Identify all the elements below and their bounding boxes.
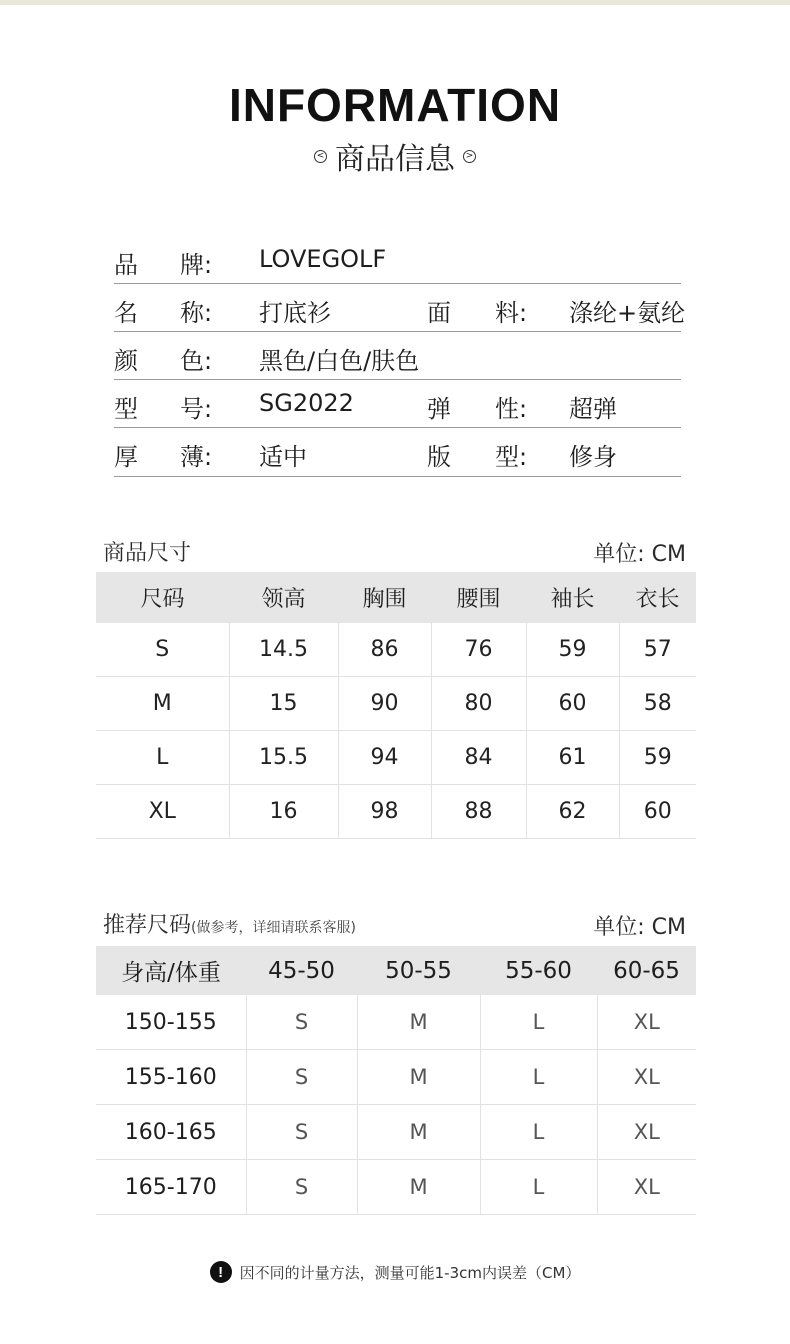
column-header: 衣长 [619,572,696,623]
info-value: 超弹 [569,395,617,423]
table-row [96,677,696,731]
table-cell: L [480,995,597,1050]
table-cell: M [96,677,229,731]
info-value: SG2022 [259,389,354,417]
info-row-name [114,284,686,332]
table-cell: 60 [526,677,619,731]
size-table [96,572,696,839]
info-key: 颜 [114,347,138,375]
table-cell: S [246,995,357,1050]
info-key: 薄: [180,443,213,471]
table-cell: 15 [229,677,338,731]
table-cell: 90 [338,677,431,731]
table-header-row [96,572,696,623]
measurement-note [0,1261,790,1283]
table-row [96,1160,696,1215]
info-key: 品 [114,251,138,279]
info-key: 牌: [180,251,213,279]
page-subtitle [0,134,790,178]
table-row [96,995,696,1050]
info-key: 型 [114,395,138,423]
table-cell: 84 [431,731,526,785]
column-header: 尺码 [96,572,229,623]
table-cell: XL [597,1105,696,1160]
table-cell: S [96,623,229,677]
column-header: 身高/体重 [96,946,246,995]
subtitle-text: 商品信息 [335,142,455,177]
info-key: 色: [180,347,213,375]
info-key: 型: [495,443,528,471]
table-cell: L [480,1050,597,1105]
table-cell: S [246,1050,357,1105]
info-row-brand [114,236,681,284]
info-value: LOVEGOLF [259,245,387,273]
info-key: 名 [114,299,138,327]
table-cell: 80 [431,677,526,731]
info-key: 弹 [427,395,451,423]
column-header: 腰围 [431,572,526,623]
table-row [96,1105,696,1160]
column-header: 袖长 [526,572,619,623]
recommend-unit-label: 单位: CM [593,915,686,940]
table-cell: 165-170 [96,1160,246,1215]
table-header-row [96,946,696,995]
table-cell: XL [597,995,696,1050]
table-cell: 98 [338,785,431,839]
table-cell: XL [597,1160,696,1215]
size-section-title: 商品尺寸 [103,541,192,566]
recommend-title-text: 推荐尺码 [103,913,192,938]
info-row-model [114,380,681,428]
table-cell: 58 [619,677,696,731]
table-cell: 94 [338,731,431,785]
column-header: 领高 [229,572,338,623]
measurement-note-text: 因不同的计量方法，测量可能1-3cm内误差（CM） [239,1263,581,1282]
column-header: 55-60 [480,946,597,995]
table-cell: M [357,1160,480,1215]
table-cell: 16 [229,785,338,839]
table-cell: L [96,731,229,785]
table-cell: 59 [526,623,619,677]
table-cell: 160-165 [96,1105,246,1160]
table-cell: L [480,1160,597,1215]
info-value: 黑色/白色/肤色 [259,347,420,375]
table-cell: 62 [526,785,619,839]
info-key: 性: [495,395,528,423]
table-cell: S [246,1160,357,1215]
table-cell: L [480,1105,597,1160]
table-cell: 15.5 [229,731,338,785]
column-header: 45-50 [246,946,357,995]
table-cell: 150-155 [96,995,246,1050]
top-decor-strip [0,0,790,5]
column-header: 胸围 [338,572,431,623]
table-cell: M [357,1105,480,1160]
table-cell: S [246,1105,357,1160]
table-row [96,623,696,677]
table-cell: XL [597,1050,696,1105]
table-row [96,785,696,839]
recommend-section-title [103,908,356,939]
info-key: 号: [180,395,213,423]
info-row-color [114,332,681,380]
column-header: 50-55 [357,946,480,995]
exclamation-icon: ! [210,1261,232,1283]
table-cell: XL [96,785,229,839]
table-cell: 86 [338,623,431,677]
table-cell: 88 [431,785,526,839]
info-key: 厚 [114,443,138,471]
table-cell: 14.5 [229,623,338,677]
info-key: 称: [180,299,213,327]
info-value: 修身 [569,443,617,471]
table-cell: 59 [619,731,696,785]
table-row [96,1050,696,1105]
info-row-thickness [114,428,681,477]
table-cell: 60 [619,785,696,839]
info-key: 料: [495,299,528,327]
chevron-right-icon: > [463,150,476,163]
table-cell: 57 [619,623,696,677]
table-cell: 76 [431,623,526,677]
table-row [96,731,696,785]
size-unit-label: 单位: CM [593,542,686,567]
column-header: 60-65 [597,946,696,995]
product-info-list [114,236,686,477]
table-cell: 61 [526,731,619,785]
chevron-left-icon: < [314,150,327,163]
table-cell: M [357,995,480,1050]
recommend-note: (做参考，详细请联系客服) [191,920,356,936]
recommend-table [96,946,696,1215]
page-title: INFORMATION [228,79,562,131]
table-cell: M [357,1050,480,1105]
info-key: 面 [427,299,451,327]
info-key: 版 [427,443,451,471]
info-value: 打底衫 [259,299,331,327]
info-value: 涤纶+氨纶 [569,299,686,327]
info-value: 适中 [259,443,307,471]
table-cell: 155-160 [96,1050,246,1105]
